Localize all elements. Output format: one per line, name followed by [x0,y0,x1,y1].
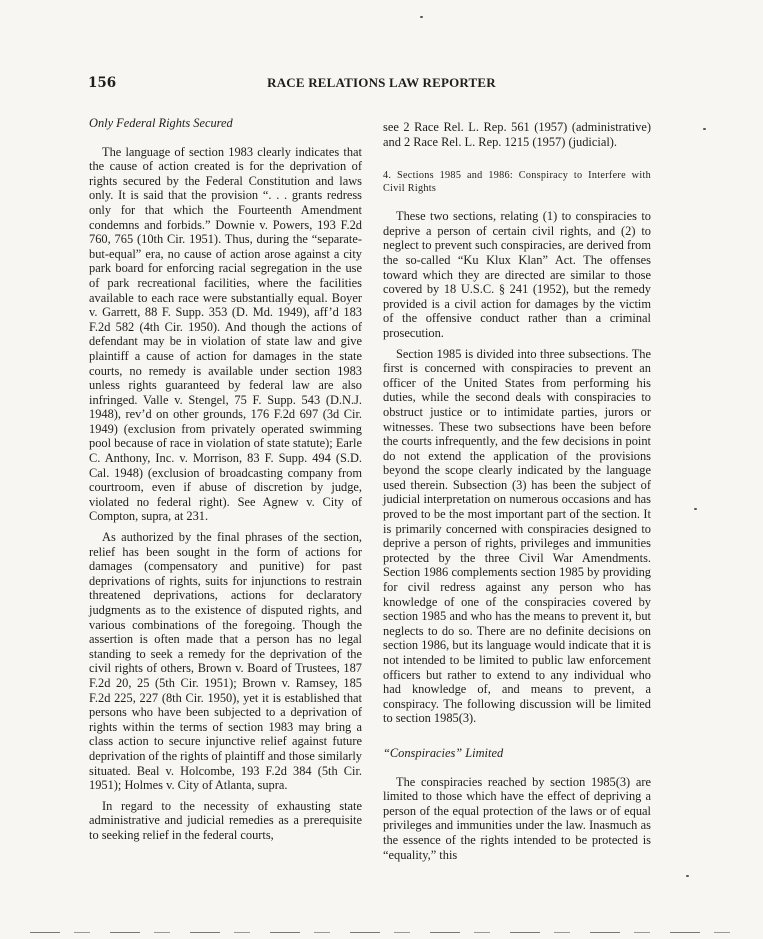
scan-speck [420,16,423,18]
subheading-conspiracies-limited: “Conspiracies” Limited [383,745,504,760]
left-column [89,116,362,843]
scan-edge [30,932,730,933]
paragraph: The conspiracies reached by section 1985(3) are limited to those which have the effect of depriving a person of the equal protection of the laws or of equal privileges and immunities under the law. Inasmuch as the essence of the rights intended to be protected is “equality,” this [383,774,651,862]
paragraph: As authorized by the final phrases of the section, relief has been sought in the form of actions for damages (compensatory and punitive) for past deprivations of rights, suits for injunctions to restrain threatened deprivations, actions for declaratory judgments as to the existence of disputed rights, and various combinations of the foregoing. Though the assertion is often made that a person has no legal standing to seek a remedy for the deprivation of the civil rights of others, Brown v. Board of Trustees, 187 F.2d 20, 25 (5th Cir. 1951); Brown v. Ramsey, 185 F.2d 225, 227 (8th Cir. 1950), yet it is established that persons who have been subjected to a deprivation of rights within the terms of section 1983 may bring a class action to secure injunctive relief against future deprivation of the rights of plaintiff and those similarly situated. Beal v. Holcombe, 193 F.2d 384 (5th Cir. 1951); Holmes v. City of Atlanta, supra. [89,530,362,793]
paragraph: Section 1985 is divided into three subsections. The first is concerned with conspiracies to prevent an officer of the United States from performing his duties, while the second deals with conspiracies to obstruct justice or to intimidate parties, jurors or witnesses. These two subsections have been before the courts infrequently, and the few decisions in point do not extend the application of the provisions beyond the scope clearly indicated by the language used therein. Subsection (3) has been the subject of judicial interpretation on numerous occasions and has proved to be the most important part of the section. It is primarily concerned with conspiracies designed to deprive a person of rights, privileges and immunities protected by the three Civil War Amendments. Section 1986 complements section 1985 by providing for civil redress against any person who has knowledge of one of the conspiracies covered by section 1985 and who has the means to prevent it, but neglects to do so. There are no definite decisions on section 1986, but its language would indicate that it is not intended to be limited to public law enforcement officers but rather to extend to any individual who had knowledge of, and means to prevent, a conspiracy. The following discussion will be limited to section 1985(3). [383,346,651,726]
running-head: RACE RELATIONS LAW REPORTER [267,75,496,90]
scan-speck [686,875,689,877]
paragraph: These two sections, relating (1) to conspiracies to deprive a person of certain civil rights, and (2) to neglect to prevent such conspiracies, are derived from the so-called “Ku Klux Klan” Act. The offenses toward which they are directed are similar to those covered by 18 U.S.C. § 241 (1952), but the remedy provided is a civil action for damages by the victim of the offensive conduct rather than a criminal prosecution. [383,209,651,340]
scan-speck [694,508,697,510]
section-heading-1985-1986: 4. Sections 1985 and 1986: Conspiracy to Interfere with Civil Rights [383,170,651,195]
paragraph: see 2 Race Rel. L. Rep. 561 (1957) (administrative) and 2 Race Rel. L. Rep. 1215 (1957) (judicial). [383,120,651,149]
right-column [383,120,651,862]
page-number: 156 [88,75,117,91]
paragraph: In regard to the necessity of exhausting state administrative and judicial remedies as a prerequisite to seeking relief in the federal courts, [89,798,362,842]
scan-speck [703,128,706,130]
paragraph: The language of section 1983 clearly indicates that the cause of action created is for the deprivation of rights secured by the Federal Constitution and laws only. It is said that the provision “. . . grants redress only for that which the Fourteenth Amendment condemns and forbids.” Downie v. Powers, 193 F.2d 760, 765 (10th Cir. 1951). Thus, during the “separate-but-equal” era, no cause of action arose against a city park board for enforcing racial segregation in the use of park recreational facilities, where the facilities available to each race were substantially equal. Boyer v. Garrett, 88 F. Supp. 353 (D. Md. 1949), aff’d 183 F.2d 582 (4th Cir. 1950). And though the actions of defendant may be in violation of state law and give plaintiff a cause of action for damages in the state courts, no remedy is available under section 1983 unless rights guaranteed by federal law are also infringed. Valle v. Stengel, 75 F. Supp. 543 (D.N.J. 1948), rev’d on other grounds, 176 F.2d 697 (3d Cir. 1949) (exclusion from privately operated swimming pool because of race in violation of state statute); Earle C. Anthony, Inc. v. Morrison, 83 F. Supp. 494 (S.D. Cal. 1948) (exclusion of broadcasting company from courtroom, even if abuse of discretion by judge, violated no federal right). See Agnew v. City of Compton, supra, at 231. [89,144,362,524]
section-heading-federal-rights: Only Federal Rights Secured [89,116,233,130]
